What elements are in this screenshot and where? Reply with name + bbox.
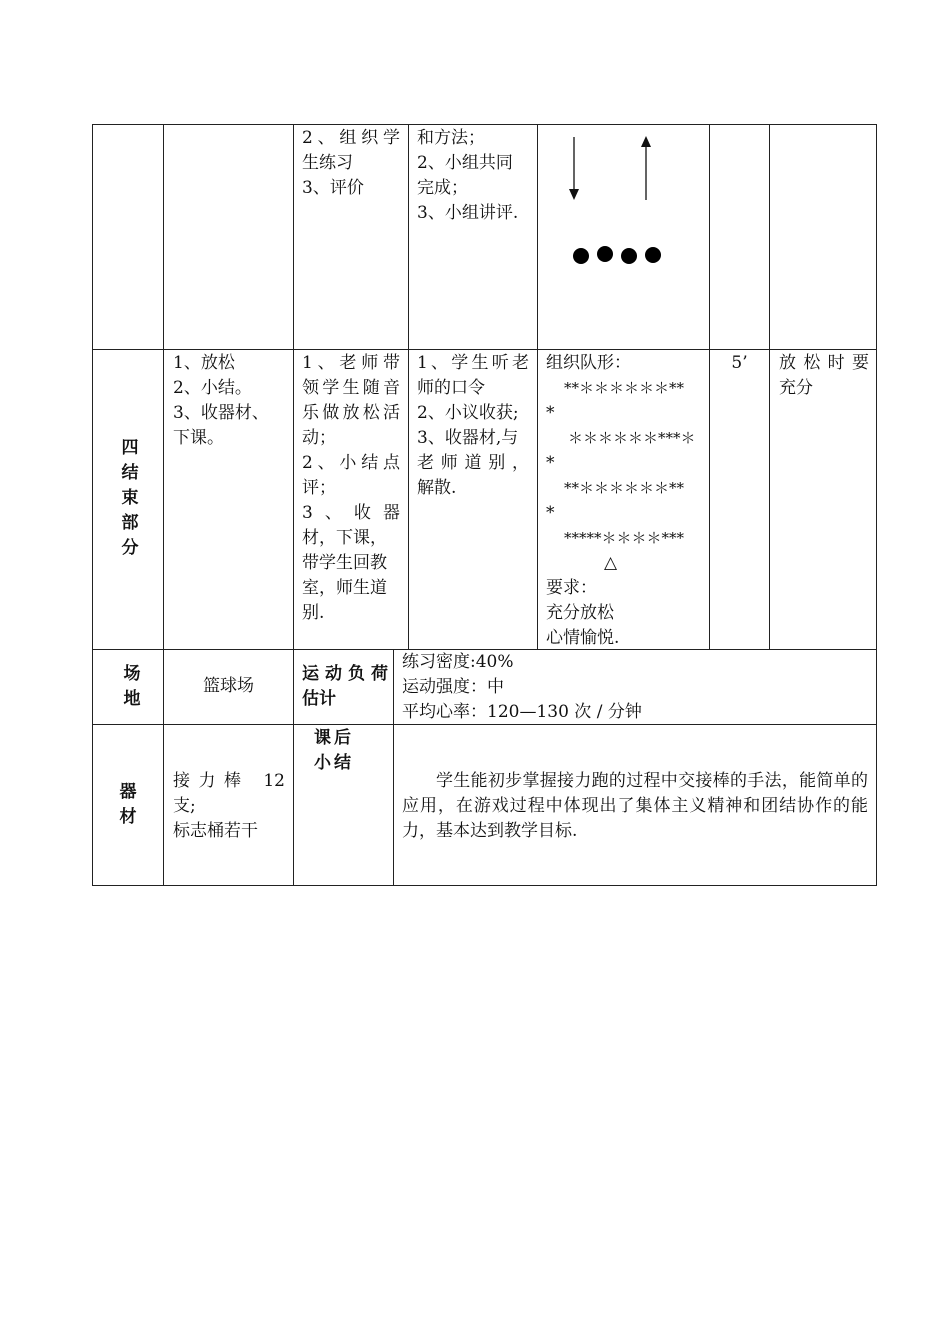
row1-org-line: 生练习 <box>302 153 353 173</box>
formation-line: * <box>546 453 555 473</box>
row1-organization-cell <box>302 126 400 201</box>
summary-label-line: 小结 <box>314 753 354 773</box>
up-arrow <box>641 136 651 200</box>
venue-text: 篮球场 <box>203 676 254 696</box>
row2-teacher-line: 带学生回教 <box>302 553 387 573</box>
load-label-line: 运动负荷 <box>302 664 388 684</box>
equipment-label-char: 材 <box>119 807 137 827</box>
notes-line: 充分 <box>779 378 813 398</box>
equipment-line: 接力棒 12 <box>173 771 285 791</box>
row2-teacher-line: 材，下课， <box>302 528 387 548</box>
row1-student-line: 完成； <box>417 178 468 198</box>
row1-student-line: 3、小组讲评. <box>417 203 519 223</box>
col-divider-f <box>709 124 710 650</box>
row2-student-line: 师的口令 <box>417 378 485 398</box>
row2-teacher-line: 室，师生道 <box>302 578 387 598</box>
row1-student-line: 2、小组共同 <box>417 153 513 173</box>
formation-line: *****＊＊＊＊*** <box>564 529 685 547</box>
row2-teacher-line: 动； <box>302 428 336 448</box>
summary-label-line: 课后 <box>314 728 354 748</box>
average-heart-rate: 平均心率：120—130 次 / 分钟 <box>402 702 642 722</box>
row2-content-line: 下课。 <box>173 428 224 448</box>
formation-line: **＊＊＊＊＊＊** <box>564 379 685 397</box>
formation-title: 组织队形： <box>546 353 631 373</box>
row2-teacher-line: 2、小结点 <box>302 453 400 473</box>
time-value: 5’ <box>731 353 748 373</box>
section-label-char: 结 <box>121 463 139 483</box>
row1-org-line: 3、评价 <box>302 178 364 198</box>
row2-teacher-line: 3、收器 <box>302 503 400 523</box>
row2-student-line: 2、小议收获; <box>417 403 519 423</box>
requirement-line: 充分放松 <box>546 603 614 623</box>
venue-label-char: 场 <box>123 664 141 684</box>
equipment-line: 支; <box>173 796 196 816</box>
equipment-label <box>108 780 148 830</box>
runner-dot <box>573 248 589 264</box>
teacher-triangle-icon: △ <box>604 553 618 573</box>
requirement-title: 要求： <box>546 578 597 598</box>
relay-diagram <box>538 125 708 349</box>
row1-student-cell <box>417 126 529 226</box>
row2-teacher-line: 1、老师带 <box>302 353 400 373</box>
practice-density: 练习密度:40% <box>402 652 514 672</box>
runner-dot <box>645 247 661 263</box>
summary-text-cell <box>402 769 868 844</box>
row2-teacher-line: 别. <box>302 603 325 623</box>
row2-student-line: 老师道别， <box>417 453 529 473</box>
requirement-line: 心情愉悦. <box>546 628 620 648</box>
row2-teacher-line: 领学生随音 <box>302 378 400 398</box>
formation-line: ＊＊＊＊＊＊***＊ <box>568 429 696 447</box>
section-label-char: 四 <box>121 438 139 458</box>
row2-content-line: 2、小结。 <box>173 378 252 398</box>
row2-content-line: 3、收器材、 <box>173 403 269 423</box>
row2-student-line: 解散. <box>417 478 457 498</box>
formation-line: **＊＊＊＊＊＊** <box>564 479 685 497</box>
runner-dot <box>597 246 613 262</box>
formation-cell <box>546 351 706 651</box>
row2-student-cell <box>417 351 529 501</box>
down-arrow <box>569 137 579 200</box>
row1-org-line: 2、组织学 <box>302 128 400 148</box>
row2-content-cell <box>173 351 285 451</box>
load-label-line: 估计 <box>302 689 336 709</box>
summary-label <box>294 726 374 776</box>
summary-text: 学生能初步掌握接力跑的过程中交接棒的手法，能简单的应用，在游戏过程中体现出了集体主义精神和团结协作的能力，基本达到教学目标. <box>402 771 868 841</box>
exercise-intensity: 运动强度：中 <box>402 677 504 697</box>
venue-label-char: 地 <box>123 689 141 709</box>
table-border-left <box>92 124 93 886</box>
equipment-label-char: 器 <box>119 782 137 802</box>
runner-dot <box>621 248 637 264</box>
row2-teacher-line: 乐做放松活 <box>302 403 400 423</box>
time-cell <box>710 351 769 376</box>
equipment-line: 标志桶若干 <box>173 821 258 841</box>
formation-line: * <box>546 403 555 423</box>
equipment-value <box>173 769 285 844</box>
notes-line: 放松时要 <box>779 353 869 373</box>
venue-label <box>112 662 152 712</box>
section-label-char: 部 <box>121 513 139 533</box>
col-divider-d <box>408 124 409 650</box>
venue-value <box>164 674 293 699</box>
row-divider-1 <box>92 349 877 350</box>
table-border-top <box>92 124 877 125</box>
row2-student-line: 3、收器材,与 <box>417 428 519 448</box>
row1-student-line: 和方法； <box>417 128 485 148</box>
col-divider-b <box>163 124 164 886</box>
col-divider-g <box>769 124 770 650</box>
row2-teacher-cell <box>302 351 400 626</box>
section-label-char: 分 <box>121 538 139 558</box>
row2-content-line: 1、放松 <box>173 353 235 373</box>
section-label-char: 束 <box>121 488 139 508</box>
section-label-ending <box>110 436 150 561</box>
table-border-right <box>876 124 877 886</box>
table-border-bottom <box>92 885 877 886</box>
load-label <box>302 662 388 712</box>
row2-student-line: 1、学生听老 <box>417 353 529 373</box>
notes-cell <box>779 351 869 401</box>
load-values <box>402 650 872 725</box>
col-divider-load <box>393 649 394 886</box>
formation-line: * <box>546 503 555 523</box>
row2-teacher-line: 评； <box>302 478 336 498</box>
